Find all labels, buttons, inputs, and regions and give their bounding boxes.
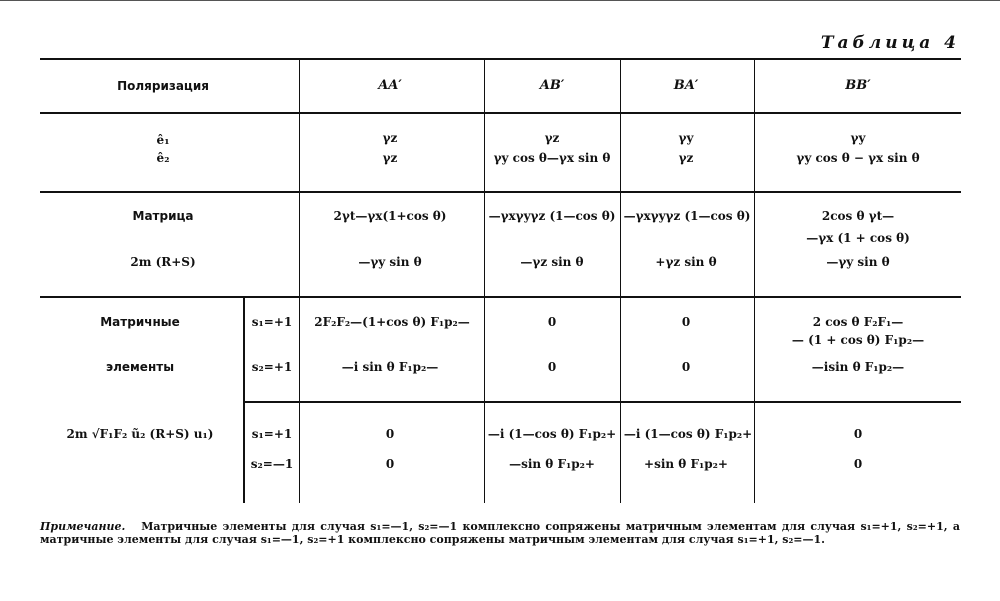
vector-label-e1: ê₁ [156, 132, 170, 147]
vector-bb-e1: γy [850, 130, 866, 145]
spin-lower-s1: s₁=+1 [251, 426, 293, 441]
element-upper-ab-2: 0 [547, 359, 557, 374]
header-aa: AA′ [378, 78, 402, 94]
footnote-text: Матричные элементы для случая s₁=—1, s₂=—1 комплексно сопряжены матричным элементам для случая s₁=+1, s₂=+1, а матричные элементы для случая s₁=—1, s₂=+1 комплексно сопряжены матричным элементам для случая s₁=+1, s₂=—1. [40, 520, 960, 546]
spin-upper-s1: s₁=+1 [251, 314, 293, 329]
spin-column-divider-left [243, 298, 245, 503]
element-lower-aa-1: 0 [385, 426, 395, 441]
rule-top [40, 58, 961, 60]
matrix-bb-2: —γy sin θ [826, 254, 890, 269]
element-lower-aa-2: 0 [385, 456, 395, 471]
table-caption: Таблица 4 [820, 33, 960, 53]
element-upper-aa-2: —i sin θ F₁p₂— [341, 359, 439, 374]
elements-label-1: Матричные [100, 314, 180, 329]
matrix-ab-2: —γz sin θ [520, 254, 584, 269]
matrix-bb-1a: 2cos θ γt— [821, 208, 895, 223]
vector-ba-e2: γz [678, 150, 694, 165]
header-bb: BB′ [845, 78, 871, 94]
matrix-bb-1b: —γx (1 + cos θ) [806, 230, 910, 245]
element-upper-bb-1b: — (1 + cos θ) F₁p₂— [791, 332, 925, 347]
matrix-sublabel: 2m (R+S) [130, 254, 196, 269]
element-lower-bb-1: 0 [853, 426, 863, 441]
vector-aa-e1: γz [382, 130, 398, 145]
element-lower-ab-2: —sin θ F₁p₂+ [509, 456, 595, 471]
footnote-lead: Примечание. [40, 520, 126, 533]
rule-header [40, 112, 961, 114]
matrix-ab-1: —γxγyγz (1—cos θ) [488, 208, 616, 223]
spin-lower-s2: s₂=—1 [250, 456, 294, 471]
element-lower-ba-2: +sin θ F₁p₂+ [644, 456, 728, 471]
rule-vectors [40, 191, 961, 193]
vector-bb-e2: γy cos θ − γx sin θ [796, 150, 920, 165]
matrix-aa-2: —γy sin θ [358, 254, 422, 269]
element-lower-ba-1: —i (1—cos θ) F₁p₂+ [623, 426, 753, 441]
element-lower-bb-2: 0 [853, 456, 863, 471]
header-polarization: Поляризация [117, 78, 209, 93]
vector-aa-e2: γz [382, 150, 398, 165]
column-divider-2 [484, 60, 485, 503]
scan-top-border [0, 0, 1000, 1]
matrix-ba-2: +γz sin θ [655, 254, 717, 269]
spin-column-divider-right [299, 298, 300, 503]
matrix-label: Матрица [132, 208, 194, 223]
column-divider-4 [754, 60, 755, 503]
column-divider-1 [299, 60, 300, 296]
vector-ab-e2: γy cos θ—γx sin θ [493, 150, 611, 165]
header-ab: AB′ [539, 78, 565, 94]
vector-ba-e1: γy [678, 130, 694, 145]
element-upper-bb-1a: 2 cos θ F₂F₁— [812, 314, 904, 329]
element-lower-ab-1: —i (1—cos θ) F₁p₂+ [487, 426, 617, 441]
element-upper-bb-2: —isin θ F₁p₂— [811, 359, 905, 374]
rule-elements-split [244, 401, 961, 403]
rule-matrix [40, 296, 961, 298]
table-footnote [40, 520, 960, 546]
elements-label-2: элементы [105, 359, 175, 374]
elements-formula: 2m √F₁F₂ ũ₂ (R+S) u₁) [66, 426, 214, 441]
spin-upper-s2: s₂=+1 [251, 359, 293, 374]
matrix-ba-1: —γxγyγz (1—cos θ) [623, 208, 751, 223]
column-divider-3 [620, 60, 621, 503]
vector-ab-e1: γz [544, 130, 560, 145]
vector-label-e2: ê₂ [156, 150, 170, 165]
element-upper-ab-1: 0 [547, 314, 557, 329]
element-upper-ba-2: 0 [681, 359, 691, 374]
matrix-aa-1: 2γt—γx(1+cos θ) [333, 208, 447, 223]
header-ba: BA′ [673, 78, 699, 94]
element-upper-ba-1: 0 [681, 314, 691, 329]
element-upper-aa-1: 2F₂F₂—(1+cos θ) F₁p₂— [314, 314, 470, 329]
